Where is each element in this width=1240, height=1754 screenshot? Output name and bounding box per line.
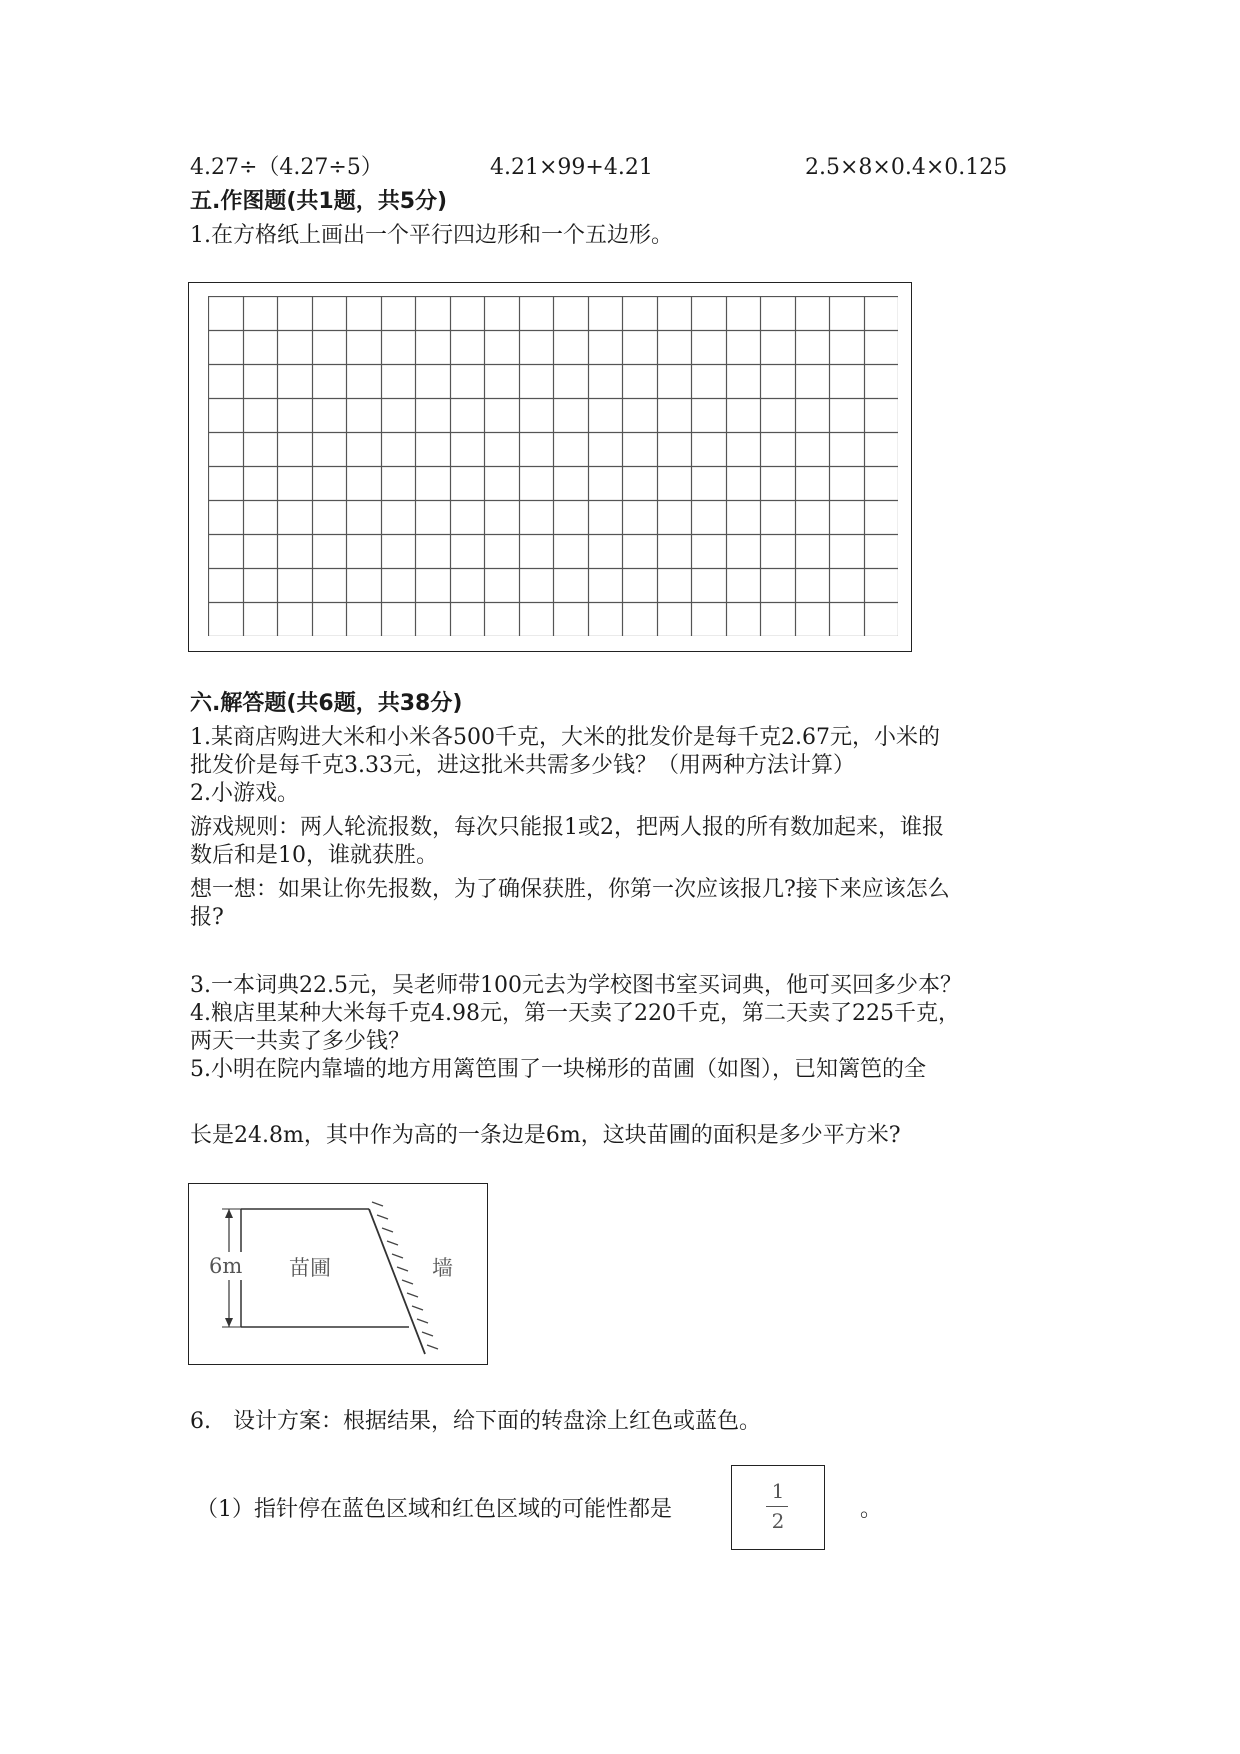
fraction-denominator: 2 [771, 1509, 785, 1533]
question-2-rule-line-2: 数后和是10，谁就获胜。 [190, 843, 438, 868]
fraction-box [731, 1465, 825, 1550]
question-2-rule-line-1: 游戏规则：两人轮流报数，每次只能报1或2，把两人报的所有数加起来，谁报 [190, 815, 944, 840]
question-6-title: 6. 设计方案：根据结果，给下面的转盘涂上红色或蓝色。 [190, 1409, 761, 1434]
height-label: 6m [209, 1254, 243, 1278]
grid-paper-frame [188, 282, 912, 652]
wall-label: 墙 [432, 1256, 453, 1280]
garden-figure-frame [188, 1183, 488, 1365]
wall-line [369, 1209, 425, 1354]
question-4-line-2: 两天一共卖了多少钱？ [190, 1029, 411, 1054]
question-3: 3.一本词典22.5元，吴老师带100元去为学校图书室买词典，他可买回多少本？ [190, 973, 962, 998]
arrow-up-icon [225, 1209, 233, 1218]
expression-2: 4.21×99+4.21 [490, 155, 653, 180]
fraction-numerator: 1 [771, 1479, 785, 1503]
question-2-think-line-2: 报? [190, 905, 224, 930]
question-6-sub-1-end: 。 [860, 1497, 883, 1522]
question-4-line-1: 4.粮店里某种大米每千克4.98元，第一天卖了220千克，第二天卖了225千克， [190, 1001, 960, 1026]
question-2-title: 2.小游戏。 [190, 781, 299, 806]
garden-label: 苗圃 [289, 1256, 331, 1280]
question-1-line-1: 1.某商店购进大米和小米各500千克，大米的批发价是每千克2.67元，小米的 [190, 725, 940, 750]
section-5-title: 五.作图题(共1题，共5分) [190, 189, 448, 214]
question-6-sub-1: （1）指针停在蓝色区域和红色区域的可能性都是 [196, 1497, 672, 1522]
question-1-line-2: 批发价是每千克3.33元，进这批米共需多少钱？（用两种方法计算） [190, 753, 855, 778]
question-5-line-2: 长是24.8m，其中作为高的一条边是6m，这块苗圃的面积是多少平方米? [190, 1123, 901, 1148]
section-5-question-1: 1.在方格纸上画出一个平行四边形和一个五边形。 [190, 223, 673, 248]
grid-paper[interactable] [208, 296, 898, 636]
expression-1: 4.27÷（4.27÷5） [190, 155, 383, 180]
question-2-think-line-1: 想一想：如果让你先报数，为了确保获胜，你第一次应该报几?接下来应该怎么 [190, 877, 950, 902]
section-6-title: 六.解答题(共6题，共38分) [190, 691, 463, 716]
question-5-line-1: 5.小明在院内靠墙的地方用篱笆围了一块梯形的苗圃（如图），已知篱笆的全 [190, 1057, 926, 1082]
fraction-bar [766, 1506, 788, 1507]
arrow-down-icon [225, 1318, 233, 1327]
expression-3: 2.5×8×0.4×0.125 [805, 155, 1008, 180]
